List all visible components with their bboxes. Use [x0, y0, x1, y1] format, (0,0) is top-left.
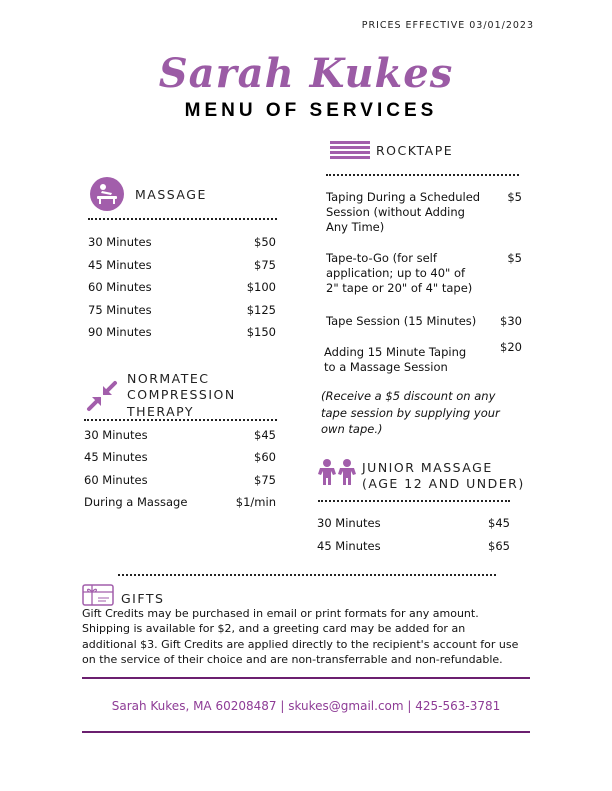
- rocktape-item-label: to a Massage Session: [324, 359, 448, 374]
- massage-divider: [88, 218, 277, 220]
- rocktape-item-price: $20: [500, 340, 522, 354]
- gift-card-icon: [82, 584, 114, 606]
- list-item-label: 90 Minutes: [88, 325, 152, 339]
- list-item-price: $100: [246, 280, 276, 294]
- list-item-price: $60: [254, 450, 276, 465]
- list-item-price: $75: [254, 257, 276, 272]
- list-item-price: $45: [488, 516, 510, 530]
- footer-top-rule: [82, 677, 530, 679]
- gifts-line: additional $3. Gift Credits are applied directly to the recipient's account for use: [82, 637, 519, 651]
- list-item-label: 45 Minutes: [88, 257, 152, 272]
- list-item-price: $45: [254, 428, 276, 442]
- list-item-label: 60 Minutes: [84, 472, 148, 487]
- list-item-label: 60 Minutes: [88, 280, 152, 294]
- gifts-line: Gift Credits may be purchased in email or print formats for any amount.: [82, 607, 479, 620]
- normatec-divider: [84, 419, 277, 421]
- gifts-divider: [118, 574, 496, 576]
- normatec-title: [127, 371, 236, 420]
- rocktape-item-label: 2" tape or 20" of 4" tape): [326, 280, 473, 295]
- massage-title: MASSAGE: [135, 187, 207, 202]
- rocktape-divider: [326, 174, 519, 176]
- rocktape-item: [324, 345, 466, 375]
- page-title: MENU OF SERVICES: [184, 100, 438, 121]
- list-item-label: 45 Minutes: [84, 450, 148, 465]
- list-item-label: 75 Minutes: [88, 302, 152, 317]
- note-line: (Receive a $5 discount on any: [321, 389, 496, 403]
- rocktape-item-price: $5: [507, 190, 522, 204]
- brand-name: Sarah Kukes: [158, 50, 454, 97]
- contact-info: Sarah Kukes, MA 60208487 | skukes@gmail.com | 425-563-3781: [111, 699, 501, 713]
- note-line: own tape.): [321, 422, 383, 437]
- tape-roll-icon: [330, 141, 370, 159]
- rocktape-item-label: Taping During a Scheduled: [326, 190, 481, 204]
- children-icon: [317, 458, 357, 486]
- list-item-label: 30 Minutes: [88, 235, 152, 249]
- rocktape-item: [326, 314, 476, 329]
- rocktape-item-label: Tape Session (15 Minutes): [326, 314, 477, 328]
- rocktape-title: ROCKTAPE: [376, 143, 454, 158]
- list-item-price: $50: [254, 235, 276, 249]
- rocktape-item-label: Tape-to-Go (for self: [326, 251, 437, 265]
- list-item-price: $150: [246, 325, 276, 339]
- rocktape-item-label: Session (without Adding: [326, 204, 465, 219]
- list-item-price: $1/min: [235, 494, 276, 509]
- list-item-price: $65: [488, 539, 510, 553]
- compress-arrows-icon: [86, 380, 118, 412]
- list-item-label: During a Massage: [84, 494, 188, 509]
- junior-divider: [318, 500, 510, 502]
- list-item-price: $75: [254, 472, 276, 487]
- rocktape-item-label: Adding 15 Minute Taping: [324, 345, 467, 359]
- junior-massage-title: [362, 460, 525, 493]
- list-item-label: 45 Minutes: [317, 539, 381, 553]
- rocktape-item: [326, 251, 472, 296]
- prices-effective-date: PRICES EFFECTIVE 03/01/2023: [361, 20, 534, 31]
- rocktape-item-price: $30: [500, 314, 522, 328]
- junior-title-line: (AGE 12 AND UNDER): [362, 476, 525, 492]
- gifts-title: GIFTS: [121, 591, 165, 606]
- list-item-label: 30 Minutes: [317, 516, 381, 530]
- junior-title-line: JUNIOR MASSAGE: [362, 460, 493, 475]
- normatec-title-line: COMPRESSION: [127, 387, 236, 403]
- normatec-title-line: THERAPY: [127, 403, 195, 419]
- rocktape-item-label: Any Time): [326, 219, 385, 234]
- list-item-price: $125: [246, 302, 276, 317]
- footer-bottom-rule: [82, 731, 530, 733]
- normatec-title-line: NORMATEC: [127, 371, 210, 386]
- massage-icon: [90, 177, 124, 211]
- rocktape-discount-note: [321, 388, 500, 438]
- gifts-line: on the service of their choice and are non-transferrable and non-refundable.: [82, 653, 503, 667]
- rocktape-item-label: application; up to 40" of: [326, 265, 466, 280]
- rocktape-item: [326, 190, 480, 235]
- note-line: tape session by supplying your: [321, 405, 500, 420]
- list-item-label: 30 Minutes: [84, 428, 148, 442]
- rocktape-item-price: $5: [507, 251, 522, 265]
- gifts-description: [82, 606, 518, 668]
- gifts-line: Shipping is available for $2, and a greeting card may be added for an: [82, 622, 466, 636]
